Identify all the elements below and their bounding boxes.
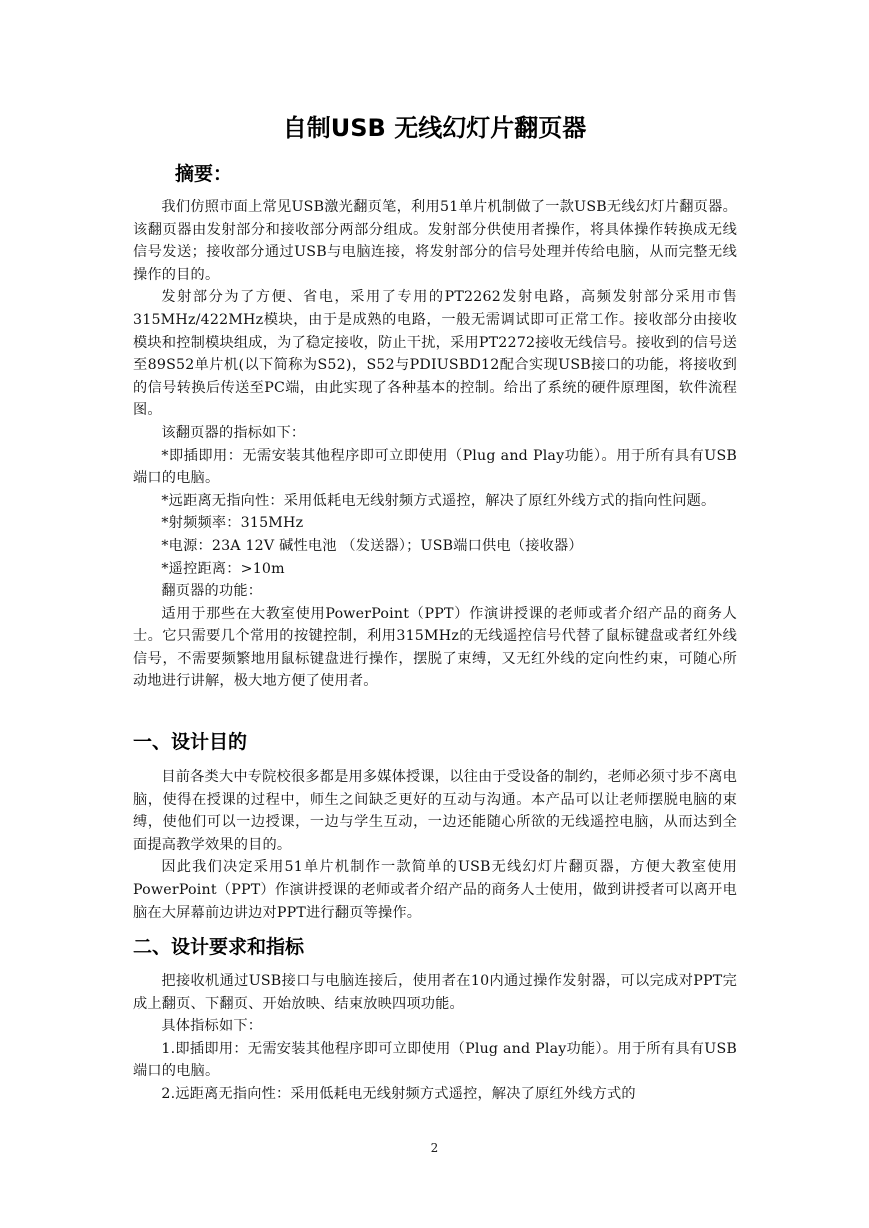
section1-body bbox=[133, 766, 737, 924]
section-paragraph: 因此我们决定采用51单片机制作一款简单的USB无线幻灯片翻页器，方便大教室使用PowerPoint（PPT）作演讲授课的老师或者介绍产品的商务人士使用，做到讲授者可以离开电脑在大屏幕前边讲边对PPT进行翻页等操作。 bbox=[133, 859, 737, 921]
spec-item: *远距离无指向性：采用低耗电无线射频方式遥控，解决了原红外线方式的指向性问题。 bbox=[161, 492, 716, 509]
abstract-paragraph: 翻页器的功能： bbox=[161, 583, 263, 600]
section-paragraph: 具体指标如下： bbox=[161, 1018, 263, 1035]
section-heading-design-purpose: 一、设计目的 bbox=[133, 731, 248, 753]
section2-body bbox=[133, 970, 737, 1106]
spec-item: *电源：23A 12V 碱性电池 （发送器）；USB端口供电（接收器） bbox=[161, 537, 583, 554]
abstract-body bbox=[133, 196, 737, 693]
abstract-paragraph: 适用于那些在大教室使用PowerPoint（PPT）作演讲授课的老师或者介绍产品的商务人士。它只需要几个常用的按键控制，利用315MHz的无线遥控信号代替了鼠标键盘或者红外线信号，不需要频繁地用鼠标键盘进行操作，摆脱了束缚，又无红外线的定向性约束，可随心所动地进行讲解，极大地方便了使用者。 bbox=[133, 605, 737, 690]
section-heading-requirements: 二、设计要求和指标 bbox=[133, 936, 305, 958]
section-paragraph: 目前各类大中专院校很多都是用多媒体授课，以往由于受设备的制约，老师必须寸步不离电脑，使得在授课的过程中，师生之间缺乏更好的互动与沟通。本产品可以让老师摆脱电脑的束缚，使他们可以一边授课，一边与学生互动，一边还能随心所欲的无线遥控电脑，从而达到全面提高教学效果的目的。 bbox=[133, 769, 737, 853]
section-paragraph: 把接收机通过USB接口与电脑连接后，使用者在10内通过操作发射器，可以完成对PPT完成上翻页、下翻页、开始放映、结束放映四项功能。 bbox=[133, 973, 737, 1012]
document-title: 自制USB 无线幻灯片翻页器 bbox=[282, 114, 587, 142]
page-number: 2 bbox=[430, 1141, 439, 1155]
spec-item: 2.远距离无指向性：采用低耗电无线射频方式遥控，解决了原红外线方式的 bbox=[161, 1085, 636, 1102]
abstract-paragraph: 我们仿照市面上常见USB激光翻页笔，利用51单片机制做了一款USB无线幻灯片翻页器。该翻页器由发射部分和接收部分两部分组成。发射部分供使用者操作，将具体操作转换成无线信号发送；接收部分通过USB与电脑连接，将发射部分的信号处理并传给电脑，从而完整无线操作的目的。 bbox=[133, 199, 737, 283]
spec-item: *即插即用：无需安装其他程序即可立即使用（Plug and Play功能）。用于所有具有USB端口的电脑。 bbox=[133, 447, 737, 487]
abstract-label: 摘要： bbox=[175, 163, 233, 185]
spec-item: *遥控距离：>10m bbox=[161, 560, 285, 577]
abstract-paragraph: 该翻页器的指标如下： bbox=[161, 424, 306, 441]
abstract-paragraph: 发射部分为了方便、省电，采用了专用的PT2262发射电路，高频发射部分采用市售315MHz/422MHz模块，由于是成熟的电路，一般无需调试即可正常工作。接收部分由接收模块和控制模块组成，为了稳定接收，防止干扰，采用PT2272接收无线信号。接收到的信号送至89S52单片机(以下简称为S52)，S52与PDIUSBD12配合实现USB接口的功能，将接收到的信号转换后传送至PC端，由此实现了各种基本的控制。给出了系统的硬件原理图，软件流程图。 bbox=[133, 289, 737, 419]
spec-item: 1.即插即用：无需安装其他程序即可立即使用（Plug and Play功能）。用于所有具有USB端口的电脑。 bbox=[133, 1040, 737, 1080]
spec-item: *射频频率：315MHz bbox=[161, 515, 304, 532]
